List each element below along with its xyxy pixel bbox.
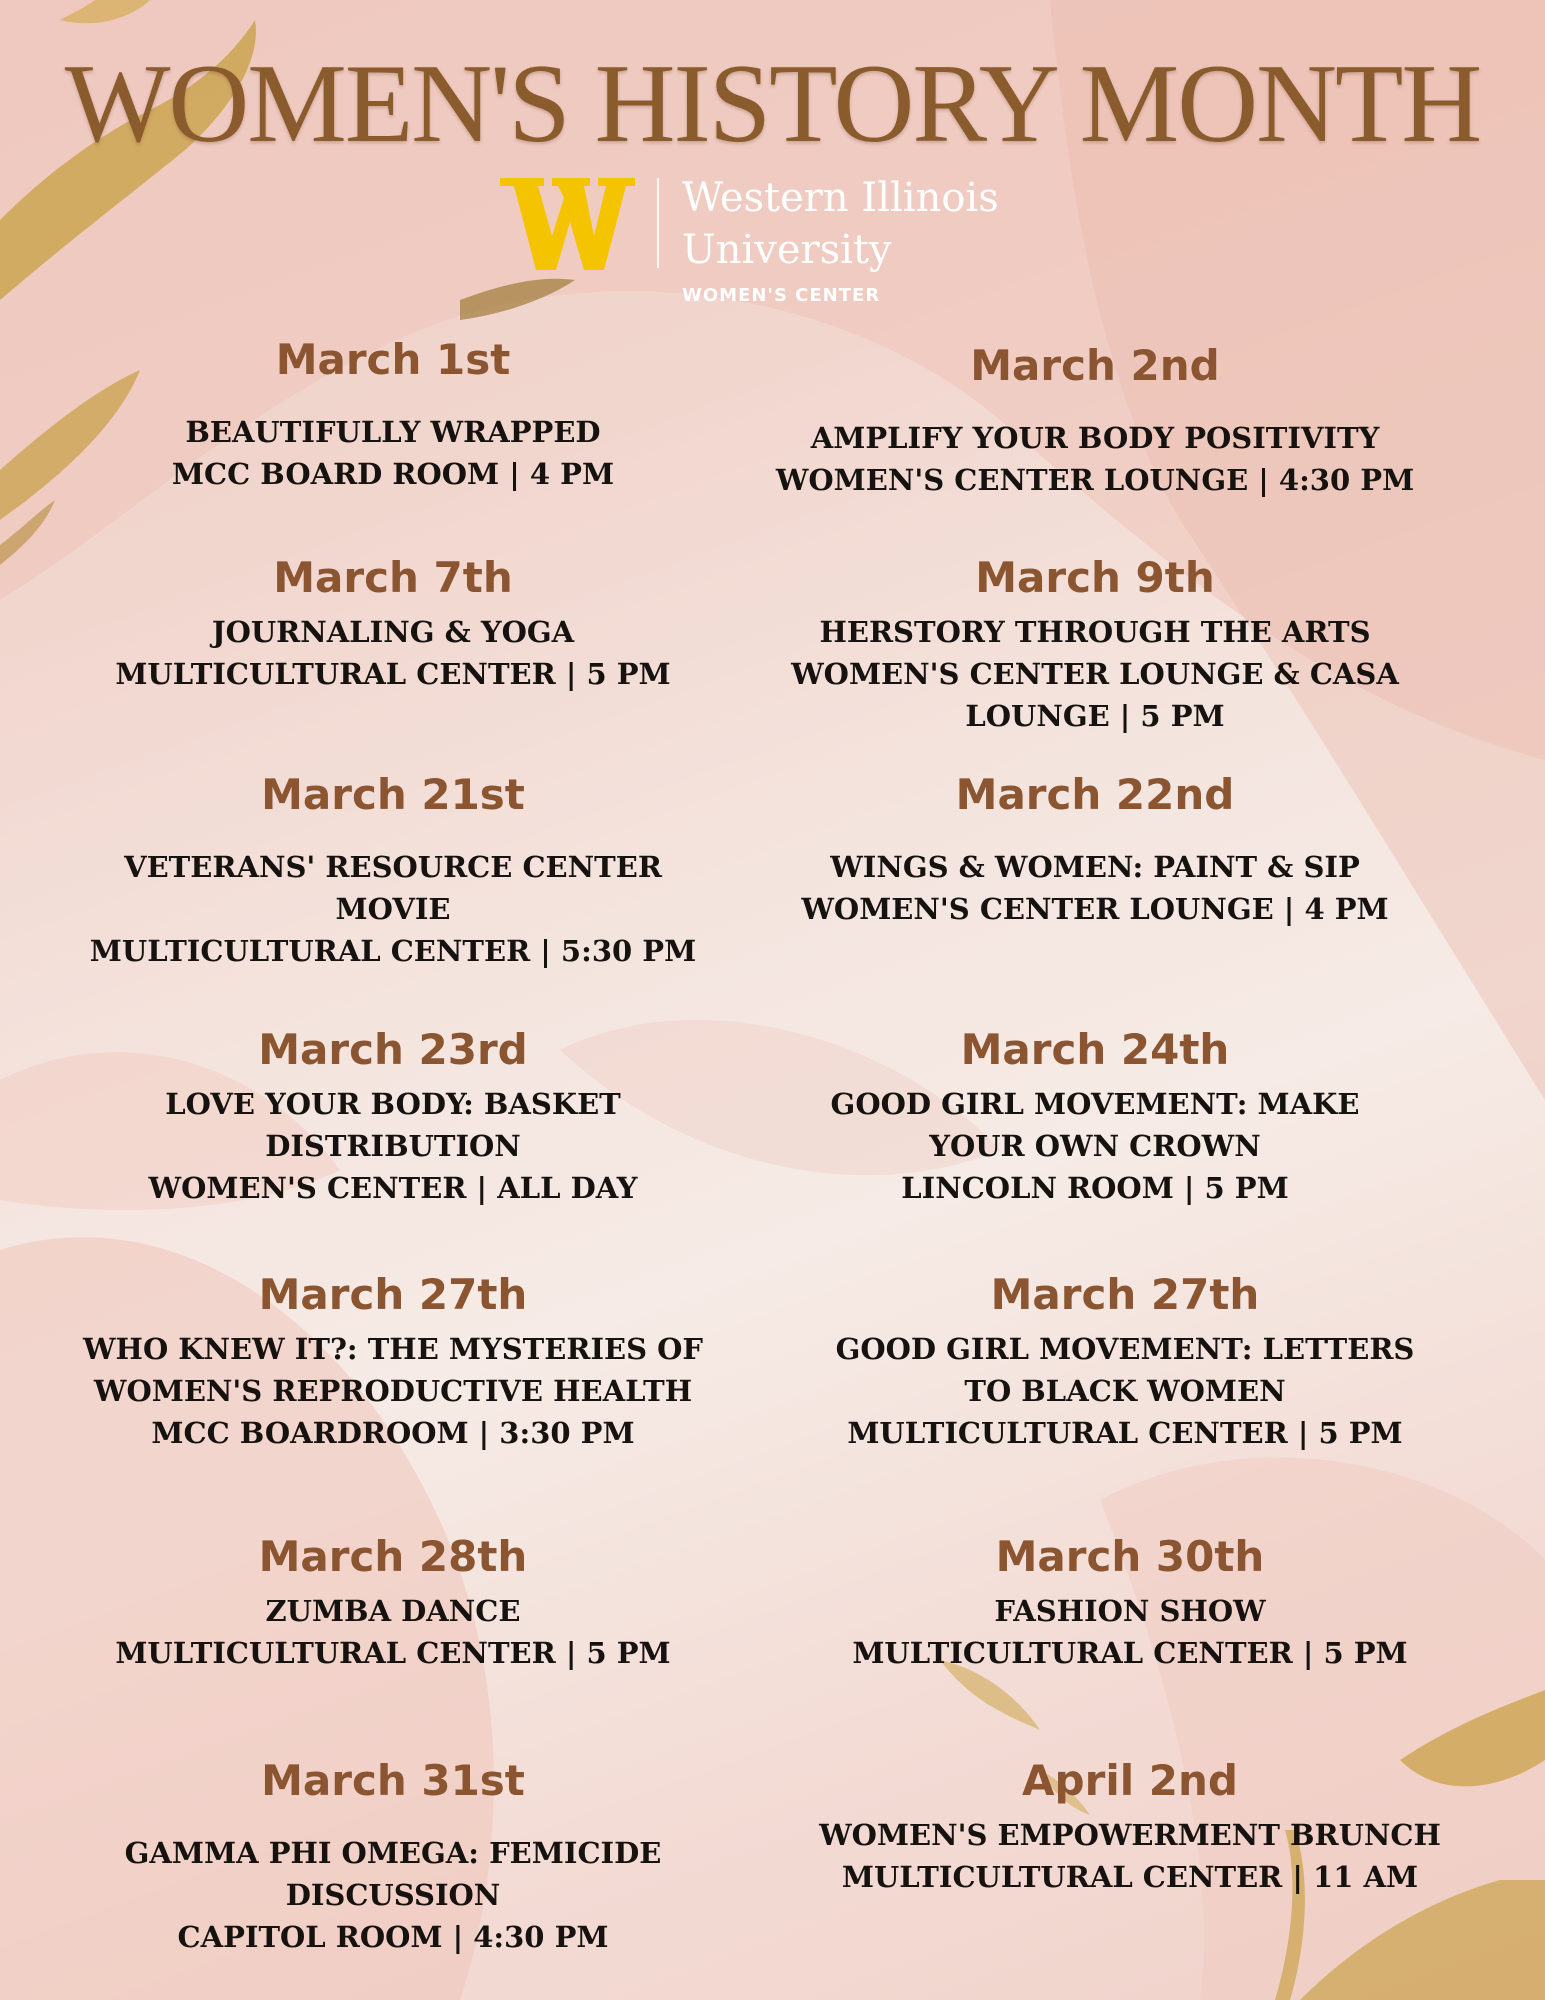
event-march-9th [755,553,1435,737]
event-march-24th [755,1025,1435,1209]
event-title: BEAUTIFULLY WRAPPED [185,415,601,450]
event-location-time: CAPITOL ROOM | 4:30 PM [177,1920,609,1955]
event-march-27th-b [785,1270,1465,1454]
event-date: March 30th [995,1532,1265,1581]
university-name [682,172,999,276]
event-date: March 27th [258,1270,528,1319]
event-date: March 28th [258,1532,528,1581]
event-location-time: WOMEN'S CENTER LOUNGE | 4 PM [801,892,1389,927]
event-title: FASHION SHOW [994,1594,1266,1629]
event-title-cont: TO BLACK WOMEN [964,1374,1286,1409]
event-title-cont: YOUR OWN CROWN [929,1129,1261,1164]
event-march-21st [53,770,733,972]
event-march-1st [53,335,733,495]
event-march-7th [53,553,733,695]
event-date: March 22nd [955,770,1235,819]
event-location-time-cont: LOUNGE | 5 PM [965,699,1225,734]
university-name-line2: University [682,227,892,273]
event-march-22nd [755,770,1435,930]
event-location-time: LINCOLN ROOM | 5 PM [901,1171,1289,1206]
event-title: WHO KNEW IT?: THE MYSTERIES OF [82,1332,704,1367]
event-march-30th [790,1532,1470,1674]
event-title: GAMMA PHI OMEGA: FEMICIDE [124,1836,662,1871]
event-march-28th [53,1532,733,1674]
event-location-time: WOMEN'S CENTER LOUNGE | 4:30 PM [775,463,1415,498]
event-date: March 7th [273,553,513,602]
event-location-time: MULTICULTURAL CENTER | 5 PM [852,1636,1408,1671]
event-title: JOURNALING & YOGA [211,615,575,650]
event-date: March 21st [261,770,525,819]
event-title-cont: MOVIE [335,892,451,927]
event-title: GOOD GIRL MOVEMENT: LETTERS [835,1332,1415,1367]
event-title-cont: DISCUSSION [285,1878,501,1913]
event-march-2nd [755,341,1435,501]
event-march-23rd [53,1025,733,1209]
event-title-cont: DISTRIBUTION [265,1129,521,1164]
event-location-time: MCC BOARD ROOM | 4 PM [171,457,615,492]
event-location-time: MULTICULTURAL CENTER | 5:30 PM [89,934,697,969]
event-date: March 23rd [258,1025,528,1074]
event-date: March 2nd [970,341,1220,390]
university-name-line1: Western Illinois [682,175,999,221]
page-title: WOMEN'S HISTORY MONTH [64,42,1481,166]
event-location-time: MULTICULTURAL CENTER | 11 AM [841,1860,1419,1895]
event-title: LOVE YOUR BODY: BASKET [165,1087,621,1122]
event-title: WOMEN'S EMPOWERMENT BRUNCH [819,1818,1441,1853]
event-location-time: MCC BOARDROOM | 3:30 PM [151,1416,635,1451]
event-title: ZUMBA DANCE [265,1594,521,1629]
logo-divider [657,178,659,268]
event-date: March 1st [275,335,511,384]
event-title: HERSTORY THROUGH THE ARTS [819,615,1371,650]
event-location-time: MULTICULTURAL CENTER | 5 PM [847,1416,1403,1451]
event-title: GOOD GIRL MOVEMENT: MAKE [830,1087,1360,1122]
event-location-time: MULTICULTURAL CENTER | 5 PM [115,1636,671,1671]
event-location-time: MULTICULTURAL CENTER | 5 PM [115,657,671,692]
event-title: VETERANS' RESOURCE CENTER [124,850,662,885]
event-title: WINGS & WOMEN: PAINT & SIP [830,850,1360,885]
event-april-2nd [790,1756,1470,1898]
event-date: March 27th [990,1270,1260,1319]
event-march-31st [53,1756,733,1958]
event-march-27th-a [53,1270,733,1454]
event-date: March 9th [975,553,1215,602]
event-location-time: WOMEN'S CENTER | ALL DAY [148,1171,638,1206]
event-date: March 24th [960,1025,1230,1074]
event-date: April 2nd [1022,1756,1238,1805]
logo-subtitle: WOMEN'S CENTER [682,285,881,306]
event-title-cont: WOMEN'S REPRODUCTIVE HEALTH [93,1374,693,1409]
event-date: March 31st [261,1756,525,1805]
event-title: AMPLIFY YOUR BODY POSITIVITY [810,421,1380,456]
event-location-time: WOMEN'S CENTER LOUNGE & CASA [791,657,1399,692]
w-logo-icon [500,178,635,270]
